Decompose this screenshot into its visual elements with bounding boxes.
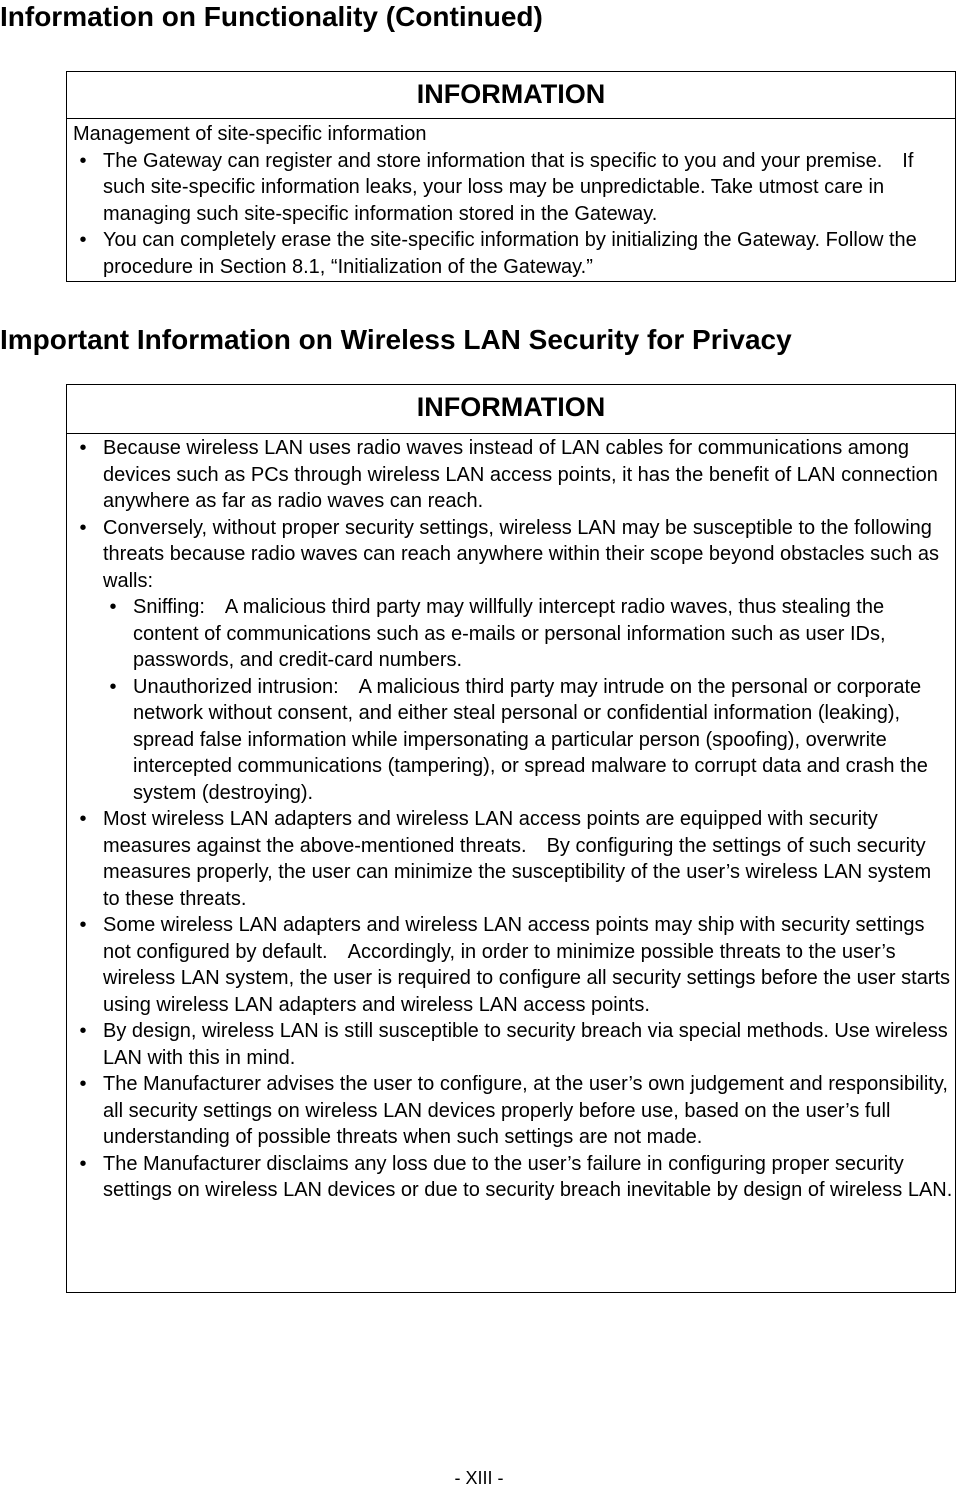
list-item bbox=[73, 1071, 953, 1151]
threat-item bbox=[103, 674, 953, 807]
section-heading-wireless-security: Important Information on Wireless LAN Security for Privacy bbox=[0, 324, 792, 355]
list-item-text: The Manufacturer disclaims any loss due to the user’s failure in configuring proper security settings on wireless LAN devices or due to security breach inevitable by design of wireless LAN. bbox=[103, 1152, 953, 1201]
information-box-title: INFORMATION bbox=[67, 72, 955, 119]
list-item-text: The Gateway can register and store information that is specific to you and your premise. If such site-specific information leaks, your loss may be unpredictable. Take utmost care in managing such site-specific information stored in the Gateway. bbox=[103, 149, 914, 225]
list-item bbox=[73, 227, 953, 280]
intro-text: Management of site-specific information bbox=[73, 123, 427, 145]
list-item bbox=[73, 435, 953, 515]
information-box-title: INFORMATION bbox=[67, 385, 955, 434]
bullet-icon: • bbox=[79, 808, 87, 830]
list-item-text: Some wireless LAN adapters and wireless LAN access points may ship with security settings not configured by default. Accordingly, in order to minimize possible threats to the user’s wireless LAN system, the user is required to configure all security settings before the user starts using wireless LAN adapters and wireless LAN access points. bbox=[103, 914, 951, 1016]
bullet-list bbox=[73, 148, 953, 281]
list-item bbox=[73, 515, 953, 807]
bullet-icon: • bbox=[79, 516, 87, 539]
bullet-icon: • bbox=[79, 1020, 87, 1042]
section-heading-functionality: Information on Functionality (Continued) bbox=[0, 1, 543, 32]
list-item-text: The Manufacturer advises the user to configure, at the user’s own judgement and responsibility, all security settings on wireless LAN devices properly before use, based on the user’s full understanding of possible threats when such settings are not made. bbox=[103, 1073, 948, 1148]
list-item-text: You can completely erase the site-specific information by initializing the Gateway. Follow the procedure in Section 8.1, “Initialization of the Gateway.” bbox=[103, 229, 917, 278]
list-item-text: Because wireless LAN uses radio waves instead of LAN cables for communications among devices such as PCs through wireless LAN access points, it has the benefit of LAN connection anywhere as far as radio waves can reach. bbox=[103, 437, 938, 512]
threat-item-text: Unauthorized intrusion: A malicious third party may intrude on the personal or corporate network without consent, and either steal personal or confidential information (leaking), spread false information while impersonating a particular person (spoofing), overwrite intercepted communications (tampering), or spread malware to corrupt data and crash the system (destroying). bbox=[133, 675, 928, 804]
information-box-body bbox=[67, 119, 955, 281]
bullet-icon: • bbox=[79, 1152, 87, 1175]
bullet-icon: • bbox=[79, 1073, 87, 1095]
bullet-icon: • bbox=[79, 149, 87, 172]
page-number: - XIII - bbox=[454, 1468, 504, 1488]
bullet-icon: • bbox=[79, 229, 87, 252]
bullet-icon: • bbox=[109, 675, 117, 698]
list-item bbox=[73, 148, 953, 228]
bullet-icon: • bbox=[109, 596, 117, 618]
information-box-body bbox=[67, 434, 955, 1204]
list-item-text: Conversely, without proper security settings, wireless LAN may be susceptible to the following threats because radio waves can reach anywhere within their scope beyond obstacles such as walls: bbox=[103, 516, 940, 592]
bullet-icon: • bbox=[79, 437, 87, 459]
information-box-site-specific bbox=[66, 71, 956, 282]
list-item bbox=[73, 1151, 953, 1204]
list-item-text: Most wireless LAN adapters and wireless LAN access points are equipped with security measures against the above-mentioned threats. By configuring the settings of such security measures properly, the user can minimize the susceptibility of the user’s wireless LAN system to these threats. bbox=[103, 808, 932, 910]
list-item-text: By design, wireless LAN is still susceptible to security breach via special methods. Use wireless LAN with this in mind. bbox=[103, 1020, 948, 1069]
threat-list bbox=[103, 594, 953, 806]
list-item bbox=[73, 806, 953, 912]
bullet-list bbox=[73, 435, 953, 1204]
information-box-wireless-security bbox=[66, 384, 956, 1293]
threat-item bbox=[103, 594, 953, 674]
threat-item-text: Sniffing: A malicious third party may willfully intercept radio waves, thus stealing the content of communications such as e-mails or personal information such as user IDs, passwords, and credit-card numbers. bbox=[133, 596, 886, 671]
list-item bbox=[73, 912, 953, 1018]
list-item bbox=[73, 1018, 953, 1071]
bullet-icon: • bbox=[79, 914, 87, 936]
